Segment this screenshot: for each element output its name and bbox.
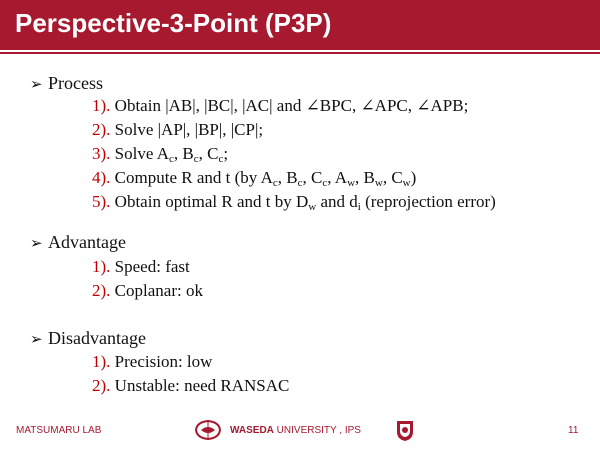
section-heading-process	[30, 73, 103, 94]
slide-title: Perspective-3-Point (P3P)	[15, 8, 332, 38]
subscript: w	[347, 177, 356, 189]
list-item-text: Speed: fast	[110, 257, 190, 276]
subscript: c	[297, 177, 303, 189]
list-item-number: 1).	[92, 352, 111, 371]
section-heading-text: Disadvantage	[48, 328, 146, 348]
subscript: w	[374, 177, 383, 189]
list-item	[92, 281, 203, 301]
footer-university-bold: WASEDA	[230, 425, 274, 436]
subscript: c	[168, 153, 174, 165]
list-item-number: 4).	[92, 168, 111, 187]
list-item-text: Solve |AP|, |BP|, |CP|;	[110, 120, 264, 139]
section-heading-text: Advantage	[48, 232, 126, 252]
list-item-text: , C	[302, 168, 323, 187]
list-item	[92, 352, 212, 372]
subscript: w	[402, 177, 411, 189]
list-item-text: Obtain optimal R and t by D	[110, 192, 309, 211]
section-heading-text: Process	[48, 73, 103, 93]
list-item-text: Coplanar: ok	[110, 281, 203, 300]
waseda-emblem-icon	[193, 418, 223, 442]
title-bar	[0, 0, 600, 50]
subscript: w	[308, 201, 317, 213]
footer-university-rest: UNIVERSITY , IPS	[273, 425, 361, 436]
list-item-text: , B	[173, 144, 194, 163]
arrow-bullet-icon: ➢	[30, 236, 43, 252]
list-item-number: 3).	[92, 144, 111, 163]
list-item-text: Compute R and t (by A	[110, 168, 273, 187]
list-item-number: 2).	[92, 281, 111, 300]
list-item-text: , C	[382, 168, 403, 187]
list-item-text: )	[410, 168, 417, 187]
list-item-text: , B	[355, 168, 375, 187]
list-item-text: , A	[327, 168, 348, 187]
footer-university	[230, 425, 361, 436]
page-number: 11	[568, 425, 579, 436]
list-item-number: 1).	[92, 96, 111, 115]
subscript: c	[272, 177, 278, 189]
list-item	[92, 192, 496, 212]
ips-emblem-icon	[395, 418, 415, 442]
list-item	[92, 96, 468, 116]
list-item-text: Solve A	[110, 144, 169, 163]
list-item-number: 1).	[92, 257, 111, 276]
list-item-text: Unstable: need RANSAC	[110, 376, 290, 395]
list-item-number: 5).	[92, 192, 111, 211]
list-item-text: ;	[223, 144, 229, 163]
list-item-number: 2).	[92, 376, 111, 395]
list-item-text: , B	[277, 168, 298, 187]
list-item-text: Precision: low	[110, 352, 213, 371]
subscript: i	[357, 201, 361, 213]
list-item	[92, 257, 190, 277]
list-item-text: , C	[198, 144, 219, 163]
list-item	[92, 168, 416, 188]
list-item-text: Obtain |AB|, |BC|, |AC| and ∠BPC, ∠APC, ∠APB;	[110, 96, 469, 115]
list-item	[92, 144, 228, 164]
list-item	[92, 376, 289, 396]
arrow-bullet-icon: ➢	[30, 77, 43, 93]
arrow-bullet-icon: ➢	[30, 332, 43, 348]
list-item-text: (reprojection error)	[360, 192, 496, 211]
list-item-number: 2).	[92, 120, 111, 139]
list-item-text: and d	[316, 192, 358, 211]
section-heading-disadvantage	[30, 328, 146, 349]
subscript: c	[218, 153, 224, 165]
subscript: c	[193, 153, 199, 165]
list-item	[92, 120, 263, 140]
section-heading-advantage	[30, 232, 126, 253]
footer-lab: MATSUMARU LAB	[16, 425, 102, 436]
subscript: c	[322, 177, 328, 189]
title-divider	[0, 52, 600, 54]
